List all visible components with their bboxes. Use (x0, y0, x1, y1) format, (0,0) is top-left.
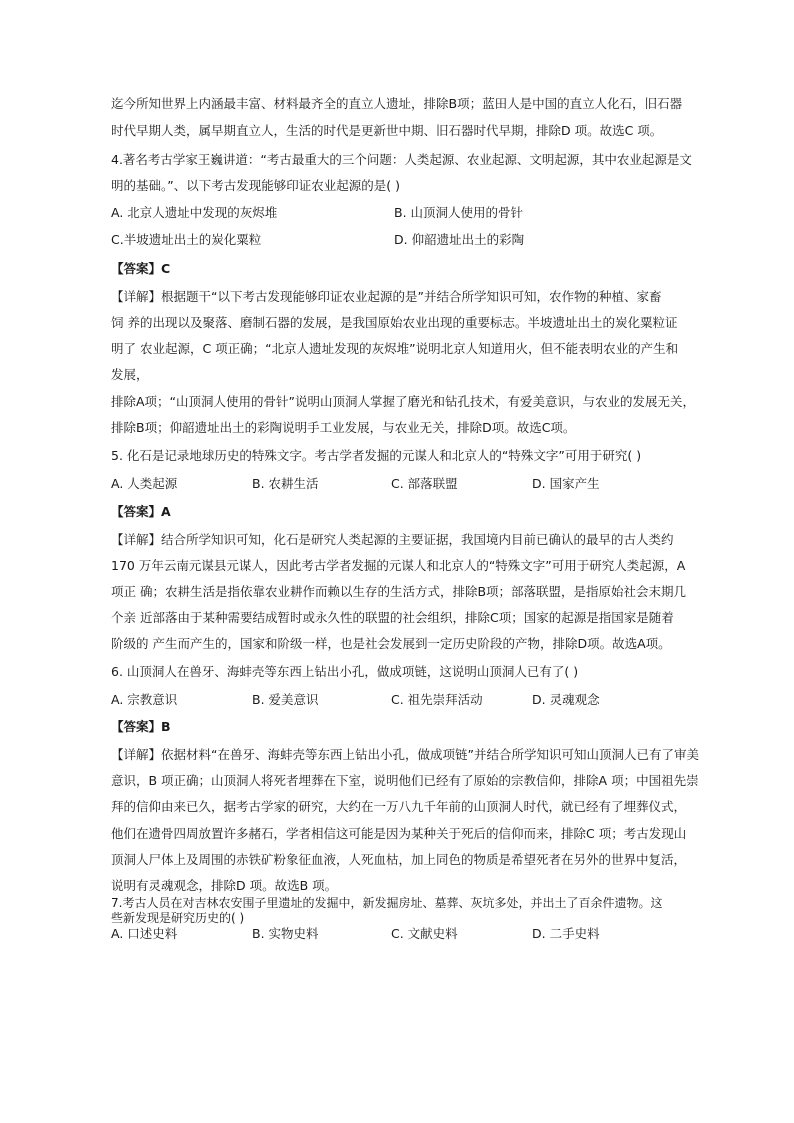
q7-option-c: C. 文献史料 (391, 926, 458, 941)
explanation-line: 【详解】根据题干“以下考古发现能够印证农业起源的是”并结合所学知识可知，农作物的种植、家畜 (111, 289, 662, 304)
text-line: 迄今所知世界上内涵最丰富、材料最齐全的直立人遗址，排除B项；蓝田人是中国的直立人化石，旧石器 (111, 96, 683, 111)
explanation-line: 阶级的 产生而产生的，国家和阶级一样，也是社会发展到一定历史阶段的产物，排除D项。故选A项。 (111, 636, 671, 651)
explanation-line: 意识，B 项正确；山顶洞人将死者埋葬在下室，说明他们已经有了原始的宗教信仰，排除A 项；中国祖先崇 (111, 773, 699, 788)
q7-option-d: D. 二手史料 (532, 926, 600, 941)
explanation-line: 排除B项；仰韶遗址出土的彩陶说明手工业发展，与农业无关，排除D项。故选C项。 (111, 420, 576, 435)
q6-option-a: A. 宗教意识 (111, 692, 178, 707)
q6-option-d: D. 灵魂观念 (532, 692, 600, 707)
text-line: 时代早期人类，属早期直立人，生活的时代是更新世中期、旧石器时代早期，排除D 项。故选C 项。 (111, 123, 663, 138)
q5-option-d: D. 国家产生 (532, 476, 600, 491)
q6-option-c: C. 祖先崇拜活动 (391, 692, 483, 707)
explanation-line: 【详解】结合所学知识可知，化石是研究人类起源的主要证据，我国境内目前已确认的最早的古人类约 (111, 532, 674, 547)
answer-label: 【答案】C (111, 261, 171, 276)
explanation-line: 排除A项；“山顶洞人使用的骨针”说明山顶洞人掌握了磨光和钻孔技术，有爱美意识，与农业的发展无关， (111, 394, 696, 409)
q5-option-a: A. 人类起源 (111, 476, 178, 491)
q5-option-b: B. 农耕生活 (252, 476, 319, 491)
answer-label: 【答案】B (111, 719, 171, 734)
explanation-line: 说明有灵魂观念，排除D 项。故选B 项。 (111, 878, 338, 893)
q7-option-b: B. 实物史料 (252, 926, 319, 941)
explanation-line: 他们在遗骨四周放置许多赭石，学者相信这可能是因为某种关于死后的信仰而来，排除C 项；考古发现山 (111, 826, 687, 841)
question-5-stem: 5. 化石是记录地球历史的特殊文字。考古学者发掘的元谋人和北京人的“特殊文字”可用于研究( ) (111, 448, 642, 463)
explanation-line: 顶洞人尸体上及周围的赤铁矿粉象征血液，人死血枯，加上同色的物质是希望死者在另外的世界中复活， (111, 852, 687, 867)
explanation-line: 【详解】依据材料“在兽牙、海蚌壳等东西上钻出小孔，做成项链”并结合所学知识可知山顶洞人已有了审美 (111, 747, 699, 762)
explanation-line: 项正 确；农耕生活是指依靠农业耕作而赖以生存的生活方式，排除B项；部落联盟，是指原始社会末期几 (111, 584, 687, 599)
explanation-line: 个亲 近部落由于某种需要结成暂时或永久性的联盟的社会组织，排除C项；国家的起源是指国家是随着 (111, 610, 674, 625)
explanation-line: 发展， (111, 367, 149, 382)
answer-label: 【答案】A (111, 504, 171, 519)
question-4-stem: 明的基础。”、以下考古发现能够印证农业起源的是( ) (111, 178, 400, 193)
q4-option-b: B. 山顶洞人使用的骨针 (394, 205, 524, 220)
question-7-stem: 7.考古人员在对吉林农安围子里遗址的发掘中，新发掘房址、墓葬、灰坑多处，并出土了百余件遗物。这 (111, 896, 663, 910)
q4-option-c: C.半坡遗址出土的炭化粟粒 (111, 232, 262, 247)
explanation-line: 170 万年云南元谋县元谋人，因此考古学者发掘的元谋人和北京人的“特殊文字”可用于研究人类起源，A (111, 558, 686, 573)
q6-option-b: B. 爱美意识 (252, 692, 319, 707)
question-6-stem: 6. 山顶洞人在兽牙、海蚌壳等东西上钻出小孔，做成项链，这说明山顶洞人已有了( ) (111, 664, 579, 679)
question-7-stem: 些新发现是研究历史的( ) (111, 911, 245, 925)
explanation-line: 明了 农业起源，C 项正确；“北京人遗址发现的灰烬堆”说明北京人知道用火，但不能表明农业的产生和 (111, 341, 679, 356)
q4-option-a: A. 北京人遗址中发现的灰烬堆 (111, 205, 278, 220)
q5-option-c: C. 部落联盟 (391, 476, 458, 491)
explanation-line: 饲 养的出现以及聚落、磨制石器的发展，是我国原始农业出现的重要标志。半坡遗址出土的炭化粟粒证 (111, 315, 678, 330)
q7-option-a: A. 口述史料 (111, 926, 178, 941)
explanation-line: 拜的信仰由来已久，据考古学家的研究，大约在一万八九千年前的山顶洞人时代，就已经有了埋葬仪式， (111, 799, 687, 814)
q4-option-d: D. 仰韶遗址出土的彩陶 (394, 232, 525, 247)
question-4-stem: 4.著名考古学家王巍讲道：“考古最重大的三个问题：人类起源、农业起源、文明起源，其中农业起源是文 (111, 152, 692, 167)
